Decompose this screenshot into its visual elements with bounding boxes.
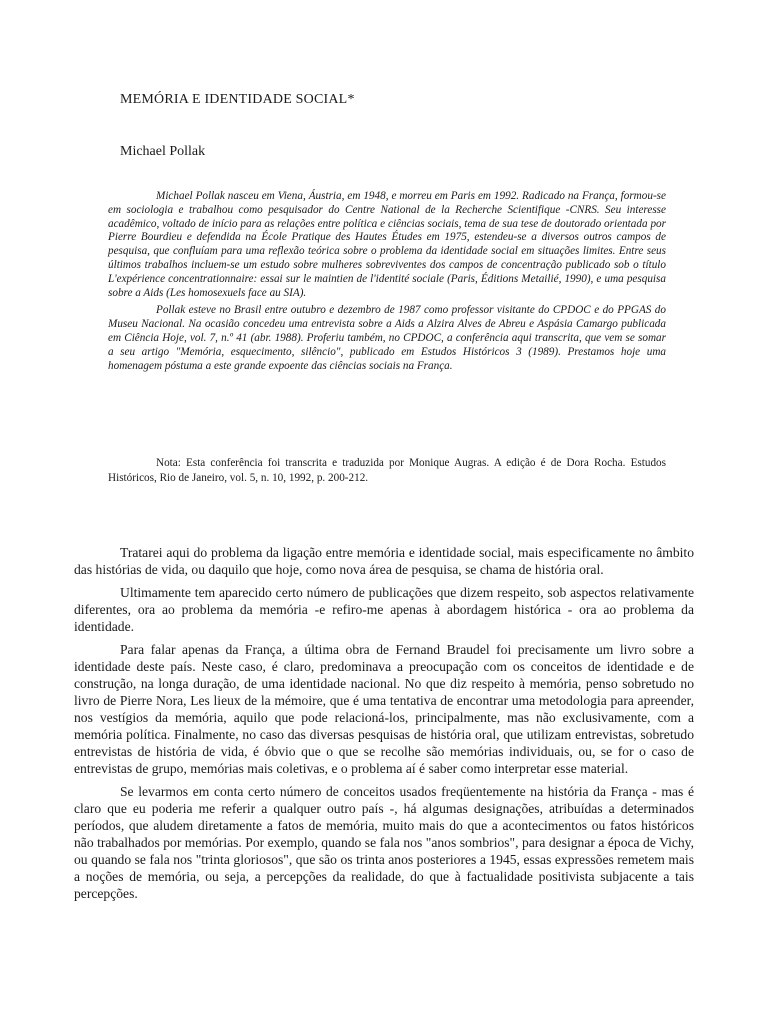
editorial-note xyxy=(108,456,666,485)
main-text xyxy=(74,544,694,902)
bio-paragraph: Pollak esteve no Brasil entre outubro e dezembro de 1987 como professor visitante do CPDOC e do PPGAS do Museu Nacional. Na ocasião concedeu uma entrevista sobre a Aids a Alzira Alves de Abreu e Aspásia Camargo publicada em Ciência Hoje, vol. 7, n.º 41 (abr. 1988). Proferiu também, no CPDOC, a conferência aqui transcrita, que vem se somar a seu artigo "Memória, esquecimento, silêncio", publicado em Estudos Históricos 3 (1989). Prestamos hoje uma homenagem póstuma a este grande expoente das ciências sociais na França. xyxy=(108,304,666,372)
body-paragraph: Para falar apenas da França, a última obra de Fernand Braudel foi precisamente um livro sobre a identidade deste país. Neste caso, é claro, predominava a preocupação com os conceitos de identidade e de construção, na longa duração, de uma identidade nacional. No que diz respeito à memória, penso sobretudo no livro de Pierre Nora, Les lieux de la mémoire, que é uma tentativa de encontrar uma metodologia para apreender, nos vestígios da memória, aquilo que pode relacioná-los, principalmente, mas não exclusivamente, com a memória política. Finalmente, no caso das diversas pesquisas de história oral, que utilizam entrevistas, sobretudo entrevistas de história de vida, é óbvio que o que se recolhe são memórias individuais, ou, se for o caso de entrevistas de grupo, memórias mais coletivas, e o problema aí é saber como interpretar esse material. xyxy=(74,642,694,776)
note-text: Nota: Esta conferência foi transcrita e traduzida por Monique Augras. A edição é de Dora Rocha. Estudos Históricos, Rio de Janeiro, vol. 5, n. 10, 1992, p. 200-212. xyxy=(108,457,666,484)
body-paragraph: Tratarei aqui do problema da ligação entre memória e identidade social, mais especificamente no âmbito das histórias de vida, ou daquilo que hoje, como nova área de pesquisa, se chama de história oral. xyxy=(74,545,694,577)
author-biography xyxy=(108,190,666,373)
bio-paragraph: Michael Pollak nasceu em Viena, Áustria, em 1948, e morreu em Paris em 1992. Radicado na França, formou-se em sociologia e trabalhou como pesquisador do Centre National de la Recherche Scientifique -CNRS. Seu interesse acadêmico, voltado de início para as relações entre política e ciências sociais, tema de sua tese de doutorado orientada por Pierre Bourdieu e defendida na École Pratique des Hautes Études em 1975, estendeu-se a diversos outros campos de pesquisa, que confluíam para uma reflexão teórica sobre o problema da identidade social em situações limites. Entre seus últimos trabalhos incluem-se um estudo sobre mulheres sobreviventes dos campos de concentração publicado sob o título L'expérience concentrationnaire: essai sur le maintien de l'identité sociale (Paris, Éditions Metailié, 1990), e uma pesquisa sobre a Aids (Les homosexuels face au SIA). xyxy=(108,190,666,299)
author-name: Michael Pollak xyxy=(120,144,206,159)
body-paragraph: Se levarmos em conta certo número de conceitos usados freqüentemente na história da França - mas é claro que eu poderia me referir a qualquer outro país -, há algumas designações, atribuídas a determinados períodos, que aludem diretamente a fatos de memória, muito mais do que a acontecimentos ou fatos históricos não trabalhados por memórias. Por exemplo, quando se fala nos "anos sombrios", para designar a época de Vichy, ou quando se fala nos "trinta gloriosos", que são os trinta anos posteriores a 1945, essas expressões remetem mais a noções de memória, ou seja, a percepções da realidade, do que à factualidade positivista subjacente a tais percepções. xyxy=(74,784,694,901)
document-title: MEMÓRIA E IDENTIDADE SOCIAL* xyxy=(120,92,355,107)
body-paragraph: Ultimamente tem aparecido certo número de publicações que dizem respeito, sob aspectos relativamente diferentes, ora ao problema da memória -e refiro-me apenas à abordagem histórica - ora ao problema da identidade. xyxy=(74,585,694,634)
